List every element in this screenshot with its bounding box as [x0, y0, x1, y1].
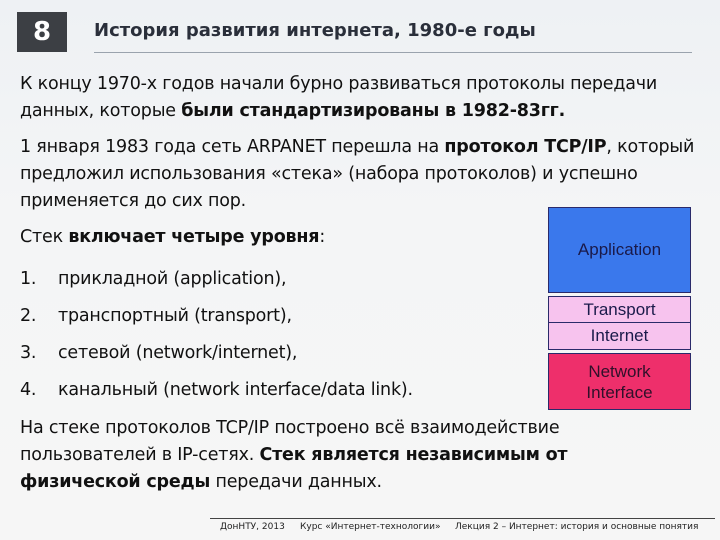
list-item-number: 2. [20, 306, 37, 326]
list-item [20, 261, 540, 298]
layer-internet [548, 323, 691, 350]
list-item-text: транспортный (transport), [58, 306, 292, 326]
title-divider [94, 52, 692, 53]
stack-intro-bold: включает четыре уровня [68, 227, 320, 247]
slide-number-badge: 8 [17, 12, 67, 52]
paragraph-protocols-text: К концу 1970-х годов начали бурно развиваться протоколы передачи данных, которые [20, 74, 658, 121]
list-item [20, 335, 540, 372]
footer-lecture: Лекция 2 – Интернет: история и основные понятия [455, 522, 699, 532]
slide-title: История развития интернета, 1980-е годы [94, 20, 536, 41]
list-item-text: прикладной (application), [58, 269, 287, 289]
paragraph-arpanet-bold: протокол TCP/IP [444, 137, 607, 157]
layer-network-label [586, 361, 652, 403]
layer-transport [548, 296, 691, 323]
layer-application [548, 207, 691, 293]
layer-network-line2: Interface [586, 382, 653, 402]
paragraph-arpanet-text: 1 января 1983 года сеть ARPANET перешла на [20, 137, 445, 157]
list-item [20, 372, 540, 409]
footer-course: Курс «Интернет-технологии» [300, 522, 441, 532]
paragraph-protocols-bold: были стандартизированы в 1982-83гг. [181, 101, 566, 121]
paragraph-arpanet [20, 134, 710, 215]
layer-list [20, 261, 540, 409]
paragraph-conclusion [20, 415, 670, 496]
layer-application-label: Application [577, 240, 662, 259]
conclusion-text: На стеке протоколов TCP/IP построено всё взаимодействие пользователей в IP-сетях. [20, 418, 560, 465]
footer-divider [210, 518, 715, 519]
footer-org: ДонНТУ, 2013 [220, 522, 285, 532]
stack-intro-colon: : [319, 227, 326, 247]
list-item-number: 4. [20, 380, 37, 400]
layer-network-line1: Network [588, 361, 651, 381]
conclusion-tail: передачи данных. [210, 472, 382, 492]
list-item-text: канальный (network interface/data link). [58, 380, 413, 400]
list-item [20, 298, 540, 335]
layer-internet-label: Internet [590, 326, 649, 345]
list-item-number: 1. [20, 269, 37, 289]
paragraph-arpanet-tail: , который предложил использования «стека» (набора протоколов) и успешно применяется до сих пор. [20, 137, 695, 211]
list-item-number: 3. [20, 343, 37, 363]
stack-intro-text: Стек [20, 227, 69, 247]
paragraph-protocols [20, 71, 710, 125]
tcp-ip-stack-diagram [548, 207, 691, 410]
layer-network-interface [548, 353, 691, 410]
layer-transport-label: Transport [583, 299, 656, 319]
conclusion-bold: Стек является независимым от физической среды [20, 445, 568, 492]
list-item-text: сетевой (network/internet), [58, 343, 298, 363]
